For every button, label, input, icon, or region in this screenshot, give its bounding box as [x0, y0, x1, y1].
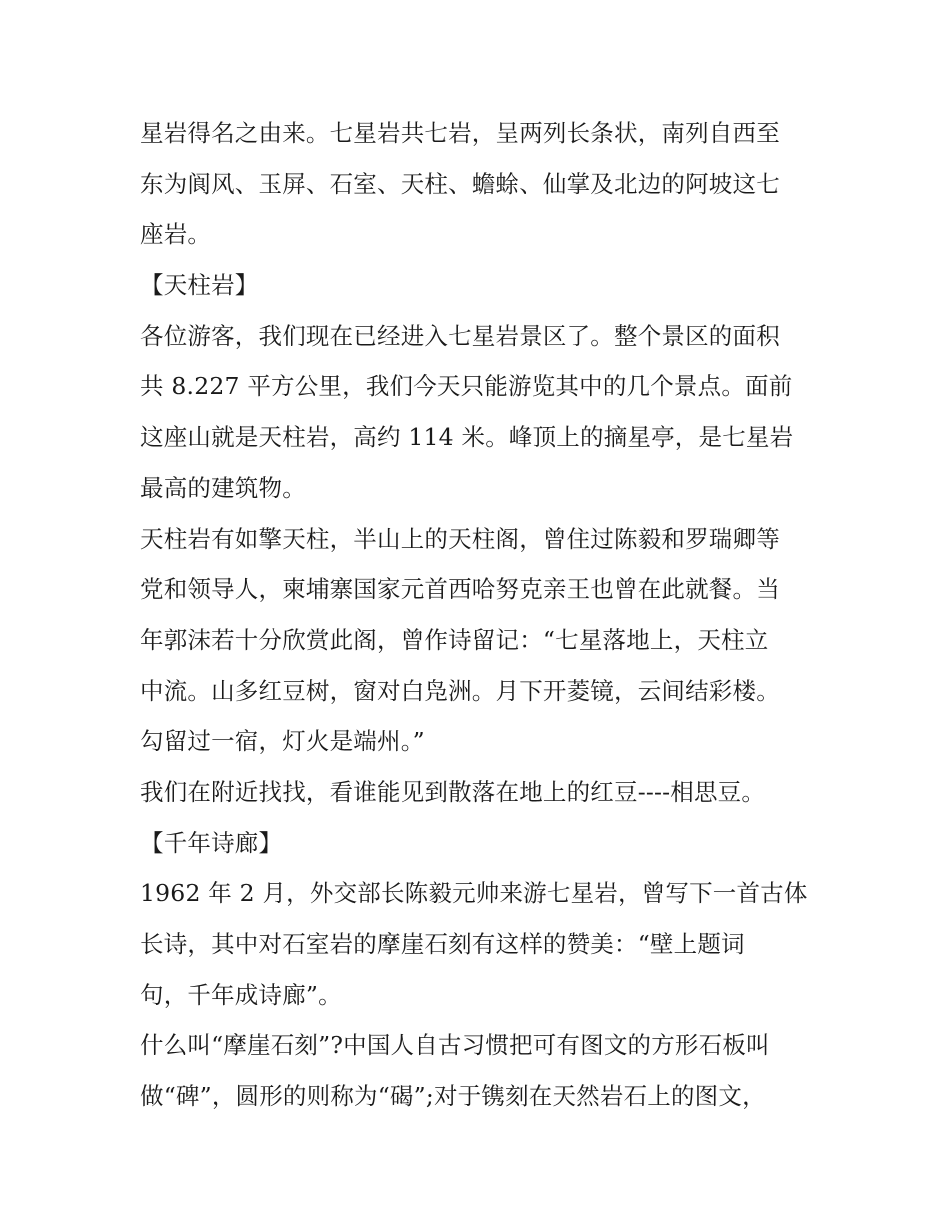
text-line: 最高的建筑物。 [140, 473, 306, 502]
text-line: 长诗，其中对石室岩的摩崖石刻有这样的赞美：“壁上题词 [140, 930, 745, 958]
text-line: 星岩得名之由来。七星岩共七岩，呈两列长条状，南列自西至 [140, 119, 780, 147]
text-line: 我们在附近找找，看谁能见到散落在地上的红豆----相思豆。 [140, 777, 766, 806]
section-heading: 【天柱岩】 [140, 271, 259, 300]
text-line: 共 8.227 平方公里，我们今天只能游览其中的几个景点。面前 [140, 372, 793, 401]
text-line: 做“碑”，圆形的则称为“碣”;对于镌刻在天然岩石上的图文， [140, 1082, 766, 1111]
text-line: 年郭沫若十分欣赏此阁，曾作诗留记：“七星落地上，天柱立 [140, 625, 769, 654]
text-line: 党和领导人，柬埔寨国家元首西哈努克亲王也曾在此就餐。当 [140, 575, 780, 604]
text-line: 天柱岩有如擎天柱，半山上的天柱阁，曾住过陈毅和罗瑞卿等 [140, 524, 780, 553]
text-line: 句，千年成诗廊”。 [140, 980, 342, 1009]
text-line: 勾留过一宿，灯火是端州。” [140, 727, 425, 756]
text-line: 什么叫“摩崖石刻”?中国人自古习惯把可有图文的方形石板叫 [140, 1031, 770, 1060]
text-line: 东为阆风、玉屏、石室、天柱、蟾蜍、仙掌及北边的阿坡这七 [140, 169, 780, 198]
section-heading: 【千年诗廊】 [140, 828, 283, 857]
document-body [140, 108, 820, 1122]
text-line: 中流。山多红豆树，窗对白凫洲。月下开菱镜，云间结彩楼。 [140, 676, 780, 705]
text-line: 这座山就是天柱岩，高约 114 米。峰顶上的摘星亭，是七星岩 [140, 423, 794, 452]
text-line: 1962 年 2 月，外交部长陈毅元帅来游七星岩，曾写下一首古体 [140, 879, 808, 908]
text-line: 座岩。 [140, 220, 212, 249]
text-line: 各位游客，我们现在已经进入七星岩景区了。整个景区的面积 [140, 321, 780, 350]
